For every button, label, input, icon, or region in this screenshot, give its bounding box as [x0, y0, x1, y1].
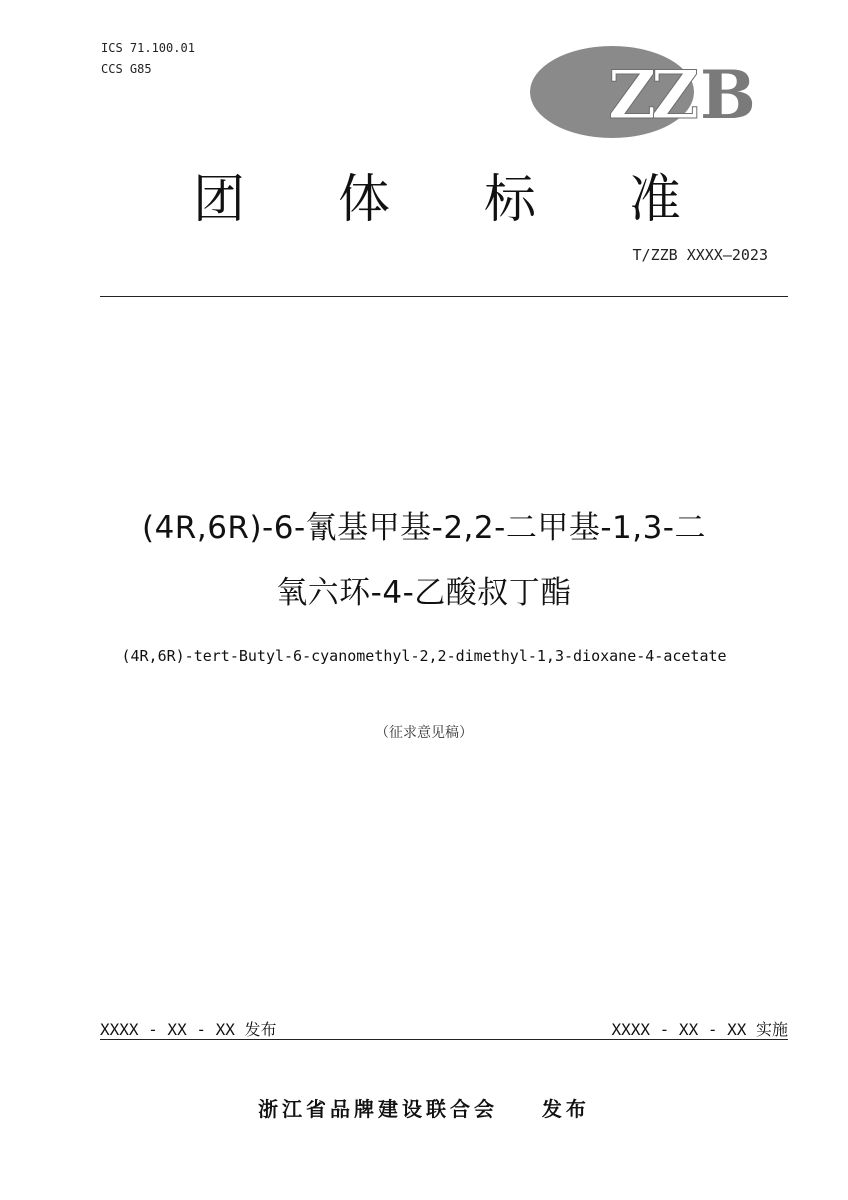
standard-type-title: [0, 165, 848, 235]
issue-date: XXXX - XX - XX 发布: [100, 1020, 277, 1039]
chinese-title-line-2: 氧六环-4-乙酸叔丁酯: [276, 575, 572, 611]
svg-text:Z: Z: [608, 56, 657, 134]
header-divider: [100, 296, 788, 297]
draft-note: （征求意见稿）: [375, 725, 473, 741]
footer-divider: [100, 1039, 788, 1040]
title-char: 团: [193, 170, 246, 230]
zzb-logo: [530, 44, 770, 140]
publisher: 浙江省品牌建设联合会 发布: [258, 1097, 590, 1121]
chinese-title-line-1: (4R,6R)-6-氰基甲基-2,2-二甲基-1,3-二: [141, 510, 706, 546]
implementation-date: XXXX - XX - XX 实施: [611, 1020, 788, 1039]
ccs-code: CCS G85: [101, 62, 152, 76]
classification-codes: [101, 38, 195, 80]
svg-text:B: B: [700, 56, 756, 134]
title-char: 体: [338, 170, 391, 230]
english-title: (4R,6R)-tert-Butyl-6-cyanomethyl-2,2-dimethyl-1,3-dioxane-4-acetate: [121, 647, 727, 665]
standard-code: T/ZZB XXXX—2023: [632, 246, 768, 264]
svg-text:Z: Z: [651, 56, 700, 134]
title-char: 标: [484, 170, 537, 230]
title-char: 准: [629, 170, 682, 230]
ics-code: ICS 71.100.01: [101, 41, 195, 55]
